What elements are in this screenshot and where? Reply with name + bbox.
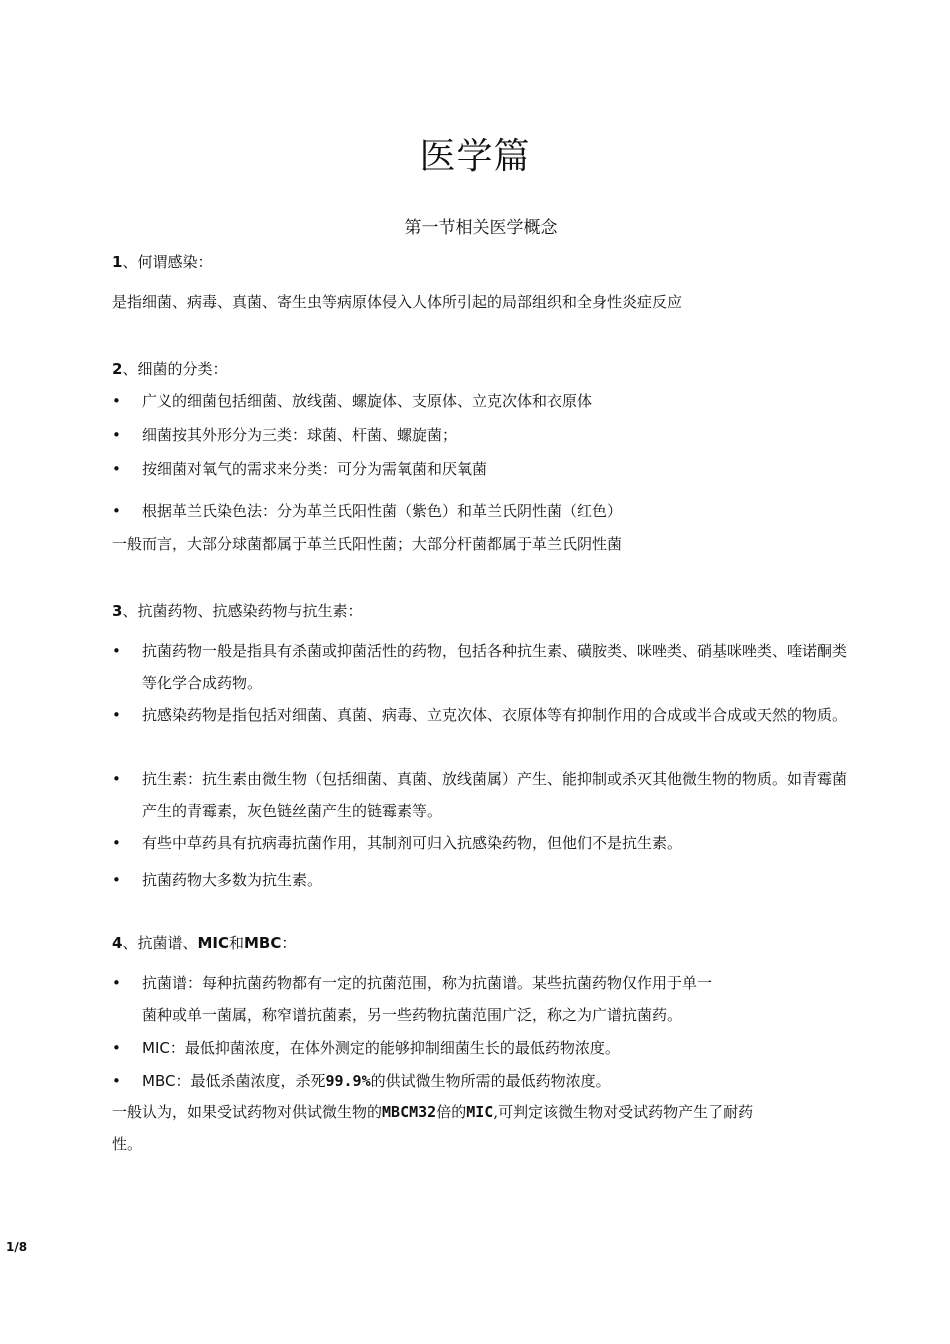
list-item-text	[112, 1065, 852, 1097]
list-item-text	[112, 1032, 852, 1064]
list-item-text	[112, 967, 852, 1031]
section-heading-text: 、抗菌谱、	[122, 934, 198, 952]
list-item	[112, 1065, 852, 1097]
note-code: MBCM32	[382, 1103, 437, 1121]
bullet-icon: •	[112, 502, 121, 520]
note-text: 一般认为，如果受试药物对供试微生物的	[112, 1103, 383, 1121]
mic-term: MIC	[142, 1039, 170, 1057]
list-item	[112, 1032, 852, 1064]
section-4-heading	[112, 933, 296, 953]
list-item	[112, 864, 852, 896]
mic-label: MIC	[197, 934, 229, 952]
list-item-text: 抗菌药物一般是指具有杀菌或抑菌活性的药物，包括各种抗生素、磺胺类、咪唑类、硝基咪唑类、喹诺酮类等化学合成药物。	[142, 642, 848, 692]
bullet-icon: •	[112, 426, 121, 444]
list-item-text: 抗感染药物是指包括对细菌、真菌、病毒、立克次体、衣原体等有抑制作用的合成或半合成或天然的物质。	[142, 706, 848, 724]
bullet-icon: •	[112, 871, 121, 889]
list-item	[112, 385, 852, 417]
note-code: MIC	[466, 1103, 494, 1121]
list-item	[112, 495, 852, 527]
section-3-heading	[112, 601, 362, 621]
list-item-text: 有些中草药具有抗病毒抗菌作用，其制剂可归入抗感染药物，但他们不是抗生素。	[142, 834, 683, 852]
mbc-definition: ：最低杀菌浓度，杀死	[175, 1072, 326, 1090]
note-text: 倍的	[436, 1103, 467, 1121]
list-item	[112, 827, 852, 859]
page-number: 1/8	[6, 1240, 28, 1254]
list-item-text: 按细菌对氧气的需求来分类：可分为需氧菌和厌氧菌	[142, 460, 488, 478]
bullet-icon: •	[112, 642, 121, 660]
bullet-icon: •	[112, 460, 121, 478]
bullet-icon: •	[112, 392, 121, 410]
section-subtitle: 第一节相关医学概念	[404, 218, 558, 238]
note-text: ,可判定该微生物对受试药物产生了耐药	[493, 1103, 754, 1121]
list-item-text: 抗菌药物大多数为抗生素。	[142, 871, 323, 889]
section-heading-and: 和	[228, 934, 244, 952]
list-item-line: 抗菌谱：每种抗菌药物都有一定的抗菌范围，称为抗菌谱。某些抗菌药物仅作用于单一	[142, 974, 713, 992]
mbc-label: MBC	[244, 934, 282, 952]
bullet-icon: •	[112, 974, 121, 992]
section-1-heading	[112, 252, 212, 272]
list-item-line: 菌种或单一菌属，称窄谱抗菌素，另一些药物抗菌范围广泛，称之为广谱抗菌药。	[142, 1006, 683, 1024]
bullet-icon: •	[112, 706, 121, 724]
list-item	[112, 763, 852, 827]
section-2-heading	[112, 359, 227, 379]
section-4-note	[112, 1102, 753, 1122]
list-item-text: 抗生素：抗生素由微生物（包括细菌、真菌、放线菌属）产生、能抑制或杀灭其他微生物的物质。如青霉菌产生的青霉素，灰色链丝菌产生的链霉素等。	[142, 770, 848, 820]
list-item	[112, 419, 852, 451]
bullet-icon: •	[112, 770, 121, 788]
list-item	[112, 967, 852, 1031]
section-heading-colon: ：	[281, 934, 297, 952]
section-heading-text: 、细菌的分类：	[122, 360, 228, 378]
page-title: 医学篇	[419, 136, 531, 177]
section-2-note: 一般而言，大部分球菌都属于革兰氏阳性菌；大部分杆菌都属于革兰氏阴性菌	[112, 535, 623, 553]
bullet-icon: •	[112, 1072, 121, 1090]
mic-definition: ：最低抑菌浓度，在体外测定的能够抑制细菌生长的最低药物浓度。	[169, 1039, 620, 1057]
section-number: 2	[112, 360, 123, 378]
mbc-definition-end: 的供试微生物所需的最低药物浓度。	[370, 1072, 611, 1090]
section-4-note-continued: 性。	[112, 1135, 143, 1153]
list-item-text: 广义的细菌包括细菌、放线菌、螺旋体、支原体、立克次体和衣原体	[142, 392, 593, 410]
section-heading-text: 、何谓感染：	[122, 253, 213, 271]
bullet-icon: •	[112, 1039, 121, 1057]
bullet-icon: •	[112, 834, 121, 852]
mbc-term: MBC	[142, 1072, 176, 1090]
list-item-text: 根据革兰氏染色法：分为革兰氏阳性菌（紫色）和革兰氏阴性菌（红色）	[142, 502, 623, 520]
section-number: 4	[112, 934, 123, 952]
list-item-text: 细菌按其外形分为三类：球菌、杆菌、螺旋菌；	[142, 426, 458, 444]
section-number: 1	[112, 253, 123, 271]
section-number: 3	[112, 602, 123, 620]
section-1-body: 是指细菌、病毒、真菌、寄生虫等病原体侵入人体所引起的局部组织和全身性炎症反应	[112, 293, 683, 311]
list-item	[112, 699, 852, 731]
list-item	[112, 453, 852, 485]
section-heading-text: 、抗菌药物、抗感染药物与抗生素：	[122, 602, 363, 620]
percentage-value: 99.9%	[325, 1072, 371, 1090]
list-item	[112, 635, 852, 699]
